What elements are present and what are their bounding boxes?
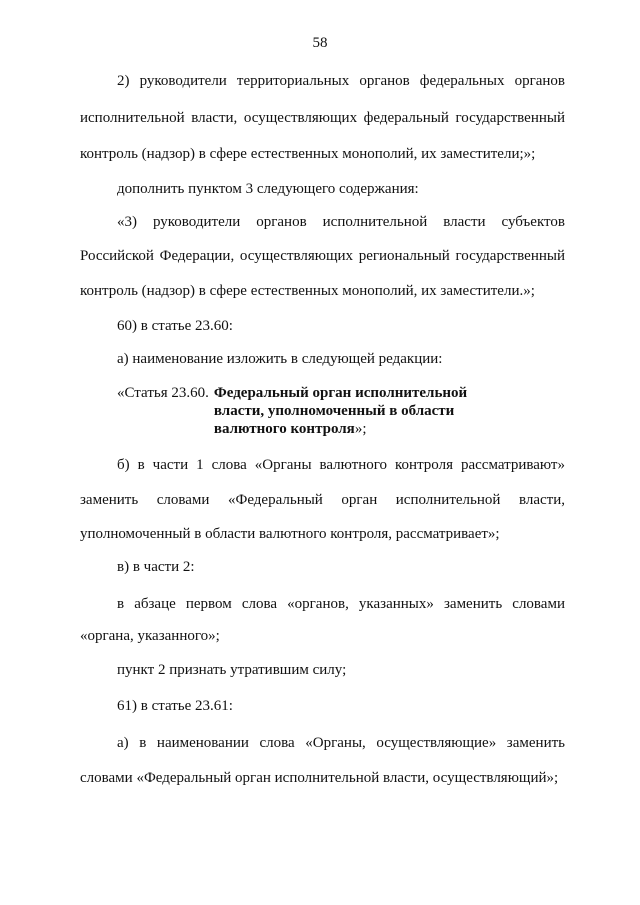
text-line: словами «Федеральный орган исполнительной власти, осуществляющий»;: [80, 770, 559, 786]
text-line: 2) руководители территориальных органов федеральных органов: [117, 73, 565, 89]
article-heading-title-text: Федеральный орган исполнительной власти, уполномоченный в области валютного контроля: [213, 385, 468, 437]
text-line: пункт 2 признать утратившим силу;: [117, 662, 347, 678]
article-heading-title: [209, 384, 514, 438]
text-line: контроль (надзор) в сфере естественных монополий, их заместители;»;: [80, 146, 536, 162]
text-line: в) в части 2:: [117, 559, 195, 575]
text-line: дополнить пунктом 3 следующего содержания:: [117, 181, 419, 197]
text-line: «органа, указанного»;: [80, 628, 220, 644]
text-line: б) в части 1 слова «Органы валютного контроля рассматривают»: [117, 457, 565, 473]
text-line: а) в наименовании слова «Органы, осуществляющие» заменить: [117, 735, 565, 751]
text-line: уполномоченный в области валютного контроля, рассматривает»;: [80, 526, 500, 542]
text-line: исполнительной власти, осуществляющих федеральный государственный: [80, 110, 565, 126]
text-line: «3) руководители органов исполнительной власти субъектов: [117, 214, 565, 230]
text-line: 60) в статье 23.60:: [117, 318, 233, 334]
text-line: а) наименование изложить в следующей редакции:: [117, 351, 443, 367]
text-line: контроль (надзор) в сфере естественных монополий, их заместители.»;: [80, 283, 535, 299]
article-heading-prefix: «Статья 23.60.: [117, 385, 209, 401]
article-heading: [117, 384, 514, 438]
article-heading-suffix: »;: [354, 421, 367, 437]
text-line: в абзаце первом слова «органов, указанных» заменить словами: [117, 596, 565, 612]
text-line: Российской Федерации, осуществляющих региональный государственный: [80, 248, 565, 264]
text-line: заменить словами «Федеральный орган исполнительной власти,: [80, 492, 565, 508]
text-line: 61) в статье 23.61:: [117, 698, 233, 714]
page-number: 58: [312, 35, 328, 51]
